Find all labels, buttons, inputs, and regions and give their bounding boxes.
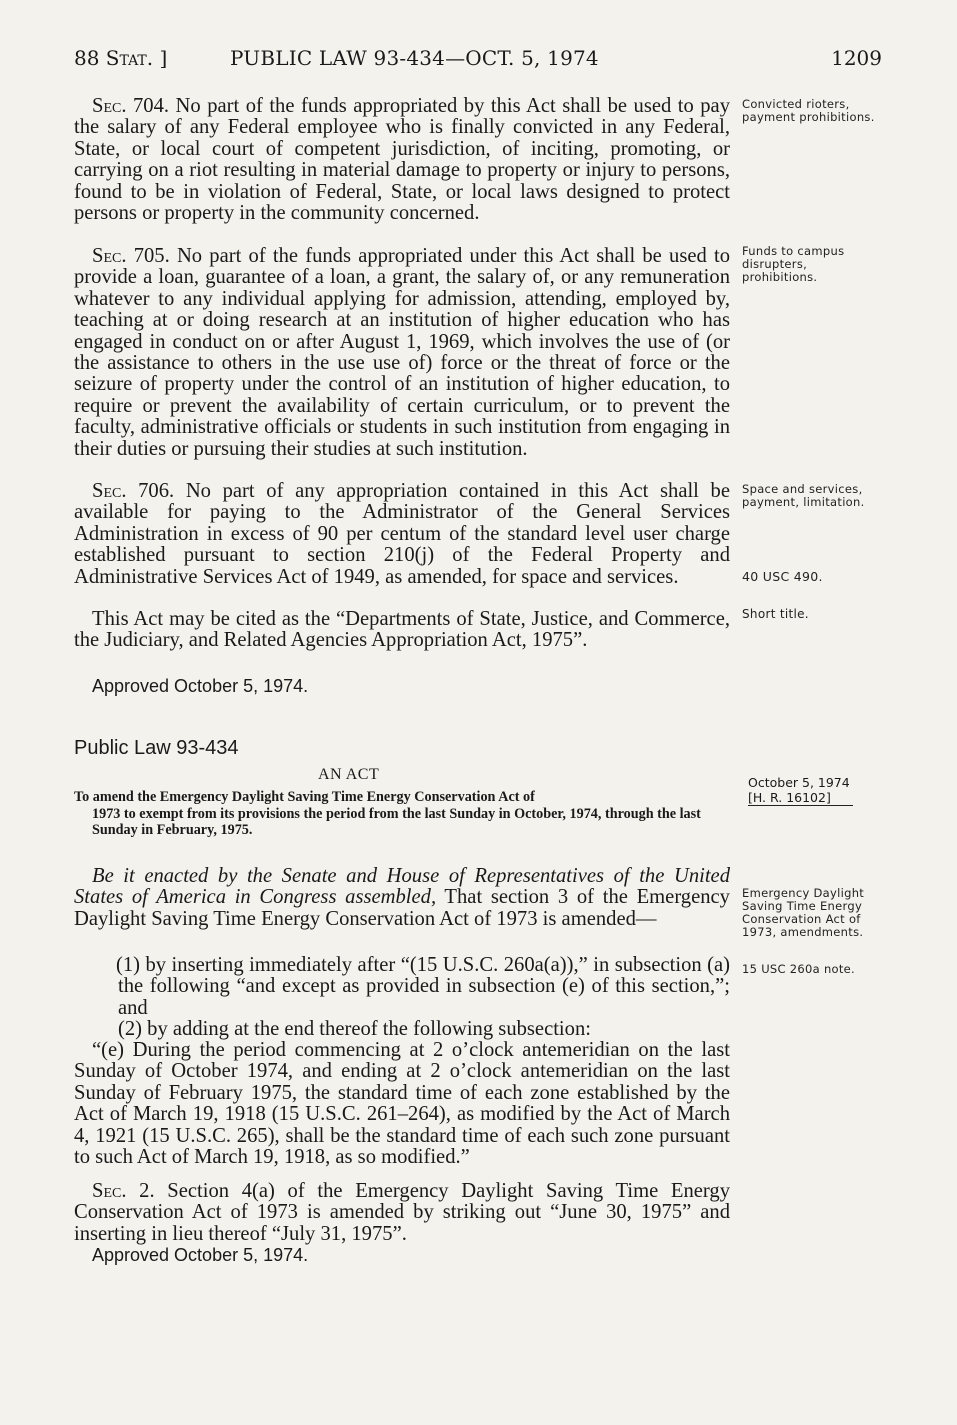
margin-cite-706: 40 USC 490. (742, 569, 823, 584)
approved-line-1 (74, 676, 730, 697)
approved-line-2 (74, 1245, 730, 1266)
section-2 (74, 1181, 730, 1245)
summary-first-line: To amend the Emergency Daylight Saving Time Energy Conservation Act of (74, 789, 535, 805)
short-title-text: This Act may be cited as the “Departments of State, Justice, and Commerce, the Judiciary, and Related Agencies Appropriation Act, 1975”. (74, 608, 730, 652)
margin-note-706: Space and services, payment, limitation. (742, 482, 865, 509)
section-label: Sec. 2. (92, 1180, 155, 1202)
margin-cite-enacting: 15 USC 260a note. (742, 962, 856, 976)
enacting-formula: Be it enacted by the Senate and House of Representatives of the United States of America in Congress assembled, (74, 865, 730, 909)
section-text: No part of any appropriation contained in this Act shall be available for paying to the Administrator of the General Services Administration in excess of 90 per centum of the standard level user charge established pursuant to section 210(j) of the Federal Property and Administrative Services Act of 1949, as amended, for space and services. (74, 480, 730, 588)
section-label: Sec. 705. (92, 245, 170, 267)
margin-note-enacting: Emergency Daylight Saving Time Energy Conservation Act of 1973, amendments. (742, 886, 865, 939)
section-text: Section 4(a) of the Emergency Daylight Saving Time Energy Conservation Act of 1973 is amended by striking out “June 30, 1975” and inserting in lieu thereof “July 31, 1975”. (74, 1180, 730, 1245)
law-title: PUBLIC LAW 93-434—OCT. 5, 1974 (230, 46, 599, 70)
an-act-label: AN ACT (318, 766, 380, 783)
margin-note-short-title: Short title. (742, 607, 809, 621)
subsection-e (74, 1040, 730, 1168)
summary-rest: 1973 to exempt from its provisions the period from the last Sunday in October, 1974, through the last Sunday in February, 1975. (92, 805, 701, 838)
enacting-text: That section 3 of the Emergency Daylight Saving Time Energy Conservation Act of 1973 is amended— (74, 886, 730, 930)
enactment-date: October 5, 1974 (748, 775, 850, 790)
short-title-section (74, 609, 730, 652)
margin-note-704: Convicted rioters, payment prohibitions. (742, 97, 875, 124)
section-text: No part of the funds appropriated by this Act shall be used to pay the salary of any Federal employee who is finally convicted in any Federal, State, or local court of competent jurisdiction, of inciting, promoting, or carrying on a riot resulting in material damage to property or injury to persons, found to be in violation of Federal, State, or local laws designed to protect persons or property in the community concerned. (74, 95, 730, 225)
section-706 (74, 481, 730, 588)
subsection-e-text: “(e) During the period commencing at 2 o’clock antemeridian on the last Sunday of October 1974, and ending at 2 o’clock antemeridian on the last Sunday of February 1975, the standard time of each zone established by the Act of March 19, 1918 (15 U.S.C. 261–264), as modified by the Act of March 4, 1921 (15 U.S.C. 265), shall be the standard time of each such zone pursuant to such Act of March 19, 1918, as so modified.” (74, 1039, 730, 1169)
approved-text: Approved October 5, 1974. (92, 1245, 309, 1265)
approved-text: Approved October 5, 1974. (92, 676, 309, 696)
section-704 (74, 96, 730, 224)
item-1-text: (1) by inserting immediately after “(15 U.S.C. 260a(a)),” in subsection (a) the following “and except as provided in subsection (e) of this section,”; and (116, 954, 730, 1019)
amendment-item-2 (74, 1019, 730, 1040)
page-header (74, 46, 882, 76)
enactment-date-note (748, 775, 878, 806)
public-law-heading: Public Law 93-434 (74, 737, 239, 759)
amendment-item-1 (74, 955, 730, 1019)
margin-note-705: Funds to campus disrupters, prohibitions. (742, 244, 845, 284)
section-705 (74, 246, 730, 460)
section-label: Sec. 706. (92, 480, 175, 502)
bill-number: [H. R. 16102] (748, 790, 853, 806)
item-2-text: (2) by adding at the end thereof the following subsection: (118, 1018, 591, 1040)
act-summary (74, 789, 730, 839)
enacting-clause (74, 866, 730, 930)
section-text: No part of the funds appropriated under this Act shall be used to provide a loan, guarantee of a loan, a grant, the salary of, or any remuneration whatever to any individual applying for admission, attending, employed by, teaching at or doing research at an institution of higher education who has engaged in conduct on or after August 1, 1969, which involves the use of (or the assistance to others in the use use of) force or the threat of force or the seizure of property under the control of an institution of higher education, to require or prevent the availability of certain curriculum, or to prevent the faculty, administrative officials or students in such institution from engaging in their duties or pursuing their studies at such institution. (74, 245, 730, 460)
statute-volume: 88 Stat. ] (74, 46, 168, 70)
section-label: Sec. 704. (92, 95, 170, 117)
page-number: 1209 (831, 46, 882, 70)
